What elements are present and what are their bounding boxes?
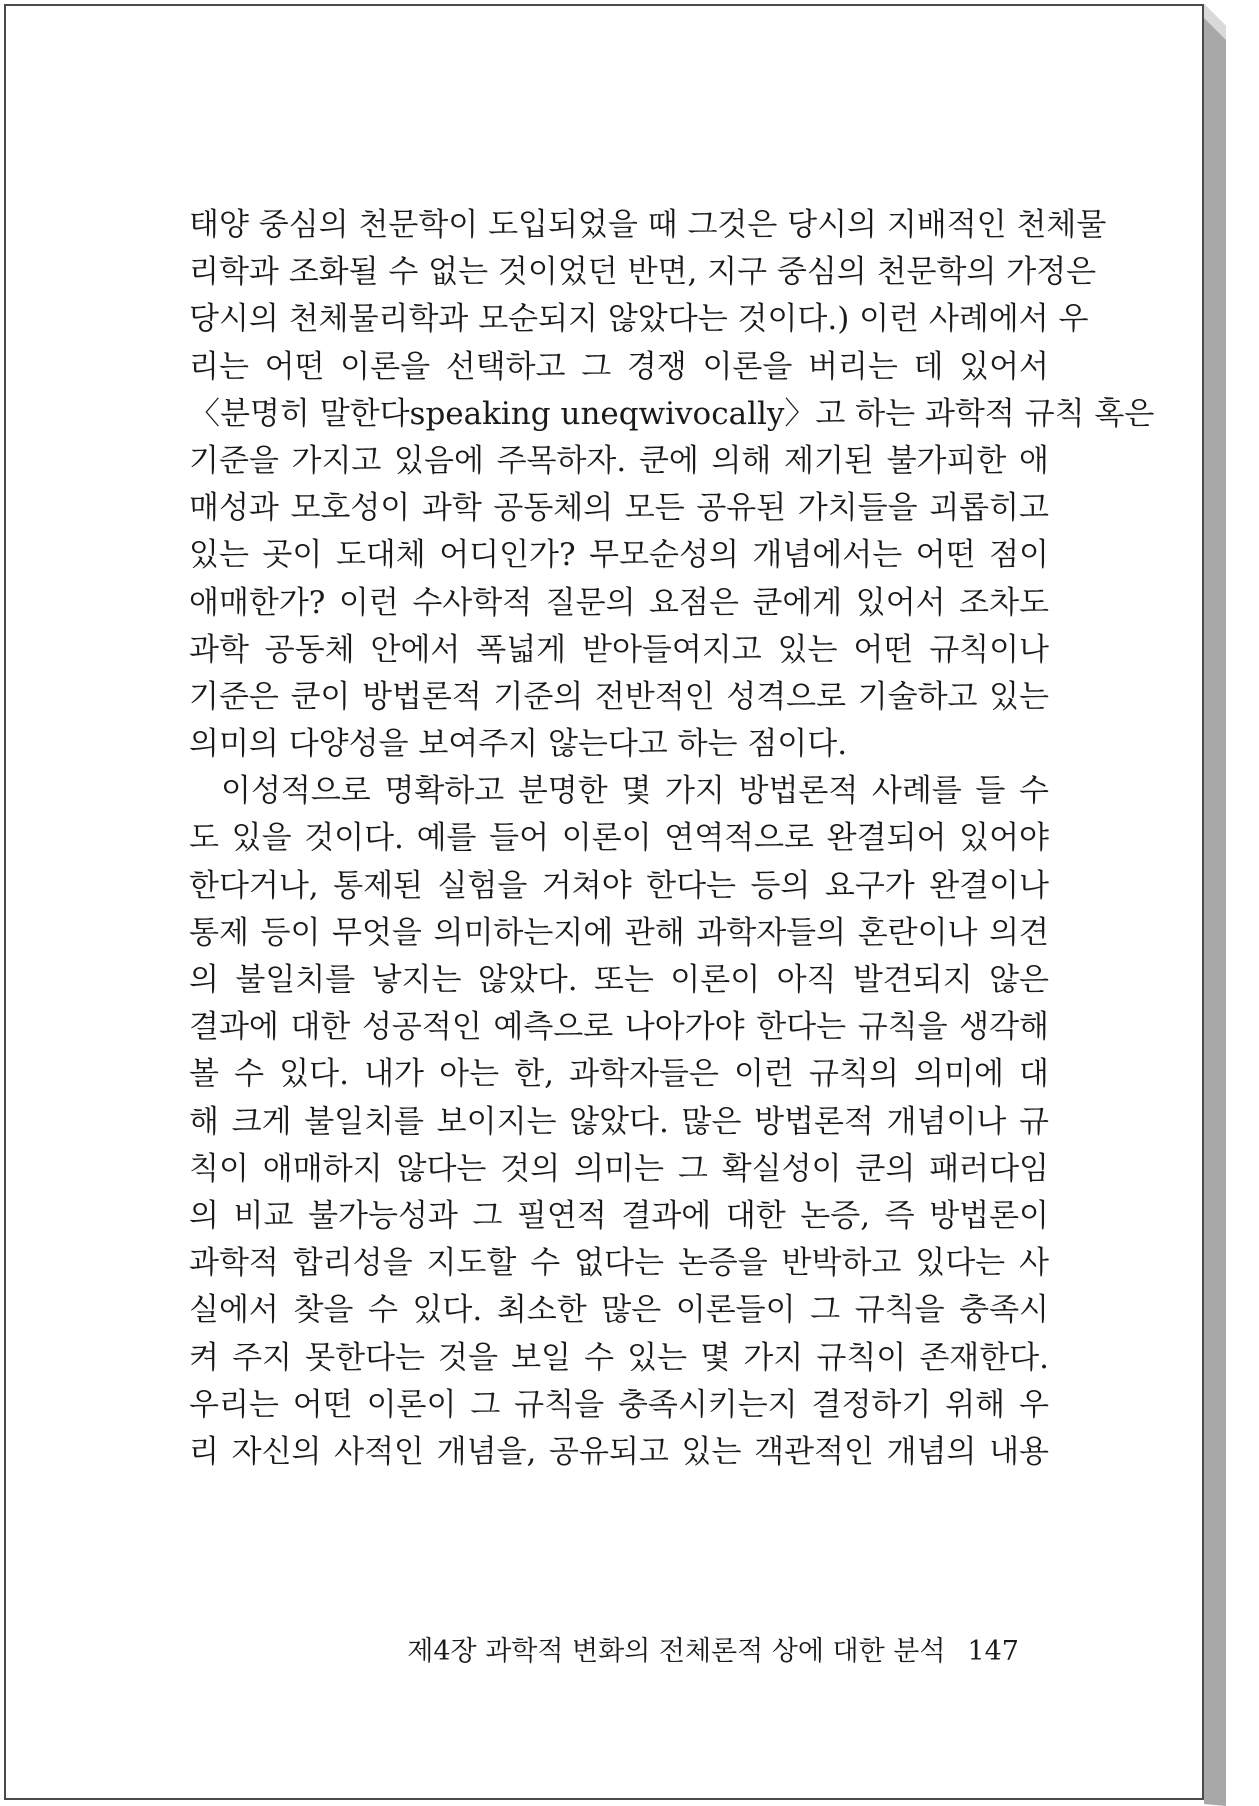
text-line: 애매한가? 이런 수사학적 질문의 요점은 쿤에게 있어서 조차도	[189, 584, 1049, 621]
text-line: 기준은 쿤이 방법론적 기준의 전반적인 성격으로 기술하고 있는	[189, 678, 1049, 715]
chapter-title: 제4장 과학적 변화의 전체론적 상에 대한 분석	[407, 1636, 946, 1667]
text-line: 한다거나, 통제된 실험을 거쳐야 한다는 등의 요구가 완결이나	[189, 867, 1049, 904]
body-text	[189, 202, 1155, 1476]
text-line: 과학적 합리성을 지도할 수 없다는 논증을 반박하고 있다는 사	[189, 1245, 1049, 1282]
running-footer	[189, 1634, 1019, 1670]
text-line: 〈분명히 말한다speaking uneqwivocally〉고 하는 과학적 규칙 혹은	[189, 395, 1155, 432]
text-line: 의 불일치를 낳지는 않았다. 또는 이론이 아직 발견되지 않은	[189, 962, 1049, 998]
text-line: 의미의 다양성을 보여주지 않는다고 하는 점이다.	[189, 726, 848, 763]
text-line: 우리는 어떤 이론이 그 규칙을 충족시키는지 결정하기 위해 우	[189, 1386, 1049, 1423]
text-line: 도 있을 것이다. 예를 들어 이론이 연역적으로 완결되어 있어야	[189, 820, 1049, 857]
text-line: 칙이 애매하지 않다는 것의 의미는 그 확실성이 쿤의 패러다임	[189, 1150, 1049, 1187]
text-line: 해 크게 불일치를 보이지는 않았다. 많은 방법론적 개념이나 규	[189, 1103, 1049, 1140]
text-line: 리학과 조화될 수 없는 것이었던 반면, 지구 중심의 천문학의 가정은	[189, 254, 1097, 291]
page-number: 147	[967, 1636, 1019, 1667]
text-line: 결과에 대한 성공적인 예측으로 나아가야 한다는 규칙을 생각해	[189, 1009, 1049, 1046]
text-line: 의 비교 불가능성과 그 필연적 결과에 대한 논증, 즉 방법론이	[189, 1197, 1049, 1234]
text-line: 켜 주지 못한다는 것을 보일 수 있는 몇 가지 규칙이 존재한다.	[189, 1339, 1049, 1376]
text-line: 태양 중심의 천문학이 도입되었을 때 그것은 당시의 지배적인 천체물	[189, 207, 1107, 243]
text-line: 리 자신의 사적인 개념을, 공유되고 있는 객관적인 개념의 내용	[189, 1433, 1049, 1470]
text-line: 볼 수 있다. 내가 아는 한, 과학자들은 이런 규칙의 의미에 대	[189, 1056, 1049, 1093]
text-line: 과학 공동체 안에서 폭넓게 받아들여지고 있는 어떤 규칙이나	[189, 631, 1049, 668]
text-line: 기준을 가지고 있음에 주목하자. 쿤에 의해 제기된 불가피한 애	[189, 442, 1049, 479]
text-line: 당시의 천체물리학과 모순되지 않았다는 것이다.) 이런 사례에서 우	[189, 301, 1089, 338]
text-line: 매성과 모호성이 과학 공동체의 모든 공유된 가치들을 괴롭히고	[189, 490, 1049, 527]
text-line: 이성적으로 명확하고 분명한 몇 가지 방법론적 사례를 들 수	[221, 773, 1049, 810]
book-page	[4, 4, 1204, 1800]
text-line: 실에서 찾을 수 있다. 최소한 많은 이론들이 그 규칙을 충족시	[189, 1292, 1049, 1329]
text-line: 통제 등이 무엇을 의미하는지에 관해 과학자들의 혼란이나 의견	[189, 914, 1049, 951]
text-line: 있는 곳이 도대체 어디인가? 무모순성의 개념에서는 어떤 점이	[189, 537, 1049, 574]
text-line: 리는 어떤 이론을 선택하고 그 경쟁 이론을 버리는 데 있어서	[189, 348, 1049, 385]
